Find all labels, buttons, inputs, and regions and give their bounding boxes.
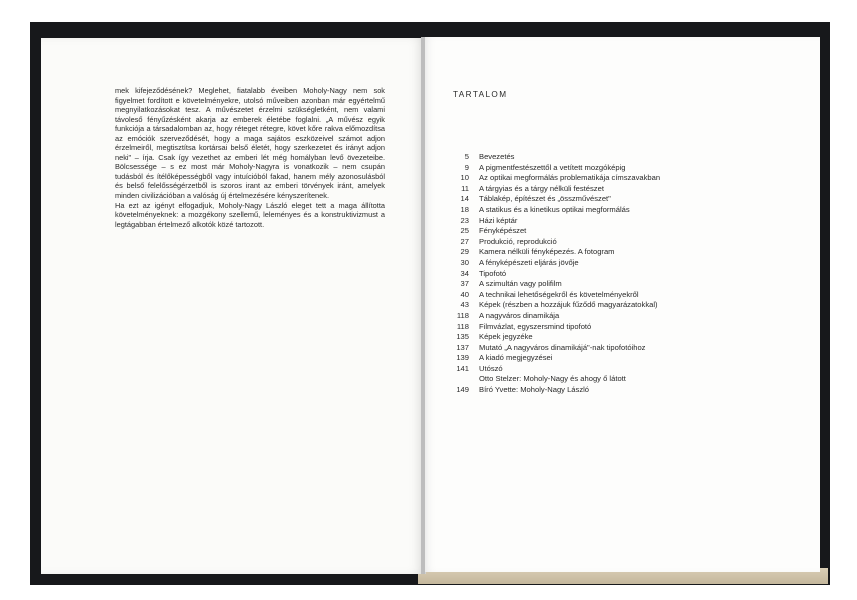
toc-entry bbox=[445, 364, 715, 375]
toc-page-number: 5 bbox=[464, 152, 469, 161]
toc-entry-title: Otto Stelzer: Moholy-Nagy és ahogy ő látott bbox=[479, 374, 626, 384]
toc-page-number: 149 bbox=[456, 385, 469, 395]
toc-entry-title: Mutató „A nagyváros dinamikájá"-nak tipofotóihoz bbox=[479, 342, 646, 352]
toc-page-number: 9 bbox=[464, 162, 469, 172]
toc-entry bbox=[445, 290, 715, 301]
toc-entry bbox=[445, 300, 715, 311]
toc-page-number: 34 bbox=[460, 268, 469, 278]
toc-entry-title: A tárgyias és a tárgy nélküli festészet bbox=[479, 183, 604, 193]
toc-entry bbox=[445, 332, 715, 343]
toc-entry-title: Filmvázlat, egyszersmind tipofotó bbox=[479, 321, 592, 331]
toc-entry bbox=[445, 163, 715, 174]
toc-entry bbox=[445, 173, 715, 184]
left-page-body bbox=[115, 86, 385, 229]
table-of-contents bbox=[445, 152, 715, 396]
toc-entry bbox=[445, 226, 715, 237]
toc-entry bbox=[445, 247, 715, 258]
toc-entry bbox=[445, 237, 715, 248]
toc-entry bbox=[445, 343, 715, 354]
toc-page-number: 118 bbox=[456, 310, 469, 320]
toc-page-number: 10 bbox=[460, 173, 469, 183]
paragraph: Ha ezt az igényt elfogadjuk, Moholy-Nagy László eleget tett a maga állította követelményeknek: a mozgékony szellemű, leleményes és a konstruktivizmust a legtágabban értelmező alkotók közé tartozott. bbox=[115, 200, 385, 229]
toc-page-number: 11 bbox=[461, 183, 469, 193]
toc-entry-title: A nagyváros dinamikája bbox=[479, 310, 560, 320]
toc-entry-title: Kamera nélküli fényképezés. A fotogram bbox=[479, 247, 615, 257]
toc-entry bbox=[445, 152, 715, 163]
toc-page-number: 137 bbox=[456, 342, 469, 352]
toc-entry bbox=[445, 311, 715, 322]
toc-page-number: 25 bbox=[460, 226, 469, 236]
toc-entry-title: Az optikai megformálás problematikája címszavakban bbox=[479, 173, 661, 183]
toc-entry bbox=[445, 385, 715, 396]
paragraph: mek kifejeződésének? Meglehet, fiatalabb éveiben Moholy-Nagy nem sok figyelmet fordított e követelményekre, utolsó műveiben azonban már egyértelmű megnyilatkozásokat tesz. A művészetet érzelmi szükségletként, nem valami távoleső fényűzésként akarja az emberek életébe foglalni. „A művész egyik funkciója a társadalomban az, hogy réteget rétegre, követ kőre rakva előmozdítsa az emóciók szerveződését, hogy a maga sajátos eszközeivel számot adjon érzelmeiről, megtisztítsa kortársai belső életét, hogy szerkezetet és irányt adjon neki" – írja. Csak így vezethet az emberi lét még homályban levő övezeteibe. Bölcsessége – s ez most már Moholy-Nagyra is vonatkozik – nem csupán tudásból és ítélőképességből vagy intuícióból fakad, hanem mély azonosulásból és belső felelősségérzetből is szoros irant az emberi törvények iránt, amelyek minden civilizációban a valóság új értelmezésére kényszerítenek. bbox=[115, 86, 385, 201]
toc-page-number: 40 bbox=[460, 289, 469, 299]
toc-page-number bbox=[445, 374, 479, 385]
toc-page-number: 118 bbox=[456, 321, 469, 331]
toc-entry-title: A pigmentfestészettől a vetített mozgóképig bbox=[479, 162, 626, 172]
toc-entry-title: A statikus és a kinetikus optikai megformálás bbox=[479, 204, 630, 214]
toc-entry bbox=[445, 269, 715, 280]
toc-entry-title: Utószó bbox=[479, 363, 503, 373]
toc-page-number: 43 bbox=[460, 300, 469, 310]
toc-entry bbox=[445, 205, 715, 216]
toc-entry bbox=[445, 322, 715, 333]
toc-entry-title: A kiadó megjegyzései bbox=[479, 353, 553, 363]
toc-entry-title: Képek (részben a hozzájuk fűződő magyarázatokkal) bbox=[479, 300, 658, 310]
toc-entry-title: Képek jegyzéke bbox=[479, 332, 533, 342]
toc-heading: TARTALOM bbox=[453, 90, 508, 99]
toc-page-number: 18 bbox=[460, 204, 469, 214]
toc-entry-title: Bevezetés bbox=[479, 152, 515, 161]
toc-entry bbox=[445, 216, 715, 227]
toc-entry-title: Tipofotó bbox=[479, 268, 507, 278]
toc-entry-title: A szimultán vagy polifilm bbox=[479, 279, 562, 289]
toc-page-number: 27 bbox=[460, 236, 469, 246]
toc-entry bbox=[445, 353, 715, 364]
toc-entry bbox=[445, 194, 715, 205]
toc-entry bbox=[445, 279, 715, 290]
toc-page-number: 23 bbox=[460, 215, 469, 225]
toc-entry-title: A fényképészeti eljárás jövője bbox=[479, 257, 579, 267]
toc-entry-title: Bíró Yvette: Moholy-Nagy László bbox=[479, 385, 590, 395]
toc-page-number: 135 bbox=[456, 332, 469, 342]
toc-entry-title: Házi képtár bbox=[479, 215, 518, 225]
toc-page-number: 14 bbox=[460, 194, 469, 204]
toc-entry-title: A technikai lehetőségekről és követelményekről bbox=[479, 289, 639, 299]
toc-entry bbox=[445, 374, 715, 385]
toc-entry-title: Fényképészet bbox=[479, 226, 527, 236]
toc-page-number: 30 bbox=[460, 257, 469, 267]
toc-page-number: 37 bbox=[460, 279, 469, 289]
toc-entry-title: Táblakép, építészet és „összművészet" bbox=[479, 194, 611, 204]
toc-entry-title: Produkció, reprodukció bbox=[479, 236, 557, 246]
book-spine bbox=[421, 37, 425, 574]
toc-page-number: 29 bbox=[460, 247, 469, 257]
toc-entry bbox=[445, 258, 715, 269]
toc-page-number: 139 bbox=[456, 353, 469, 363]
toc-page-number: 141 bbox=[456, 363, 469, 373]
toc-entry bbox=[445, 184, 715, 195]
